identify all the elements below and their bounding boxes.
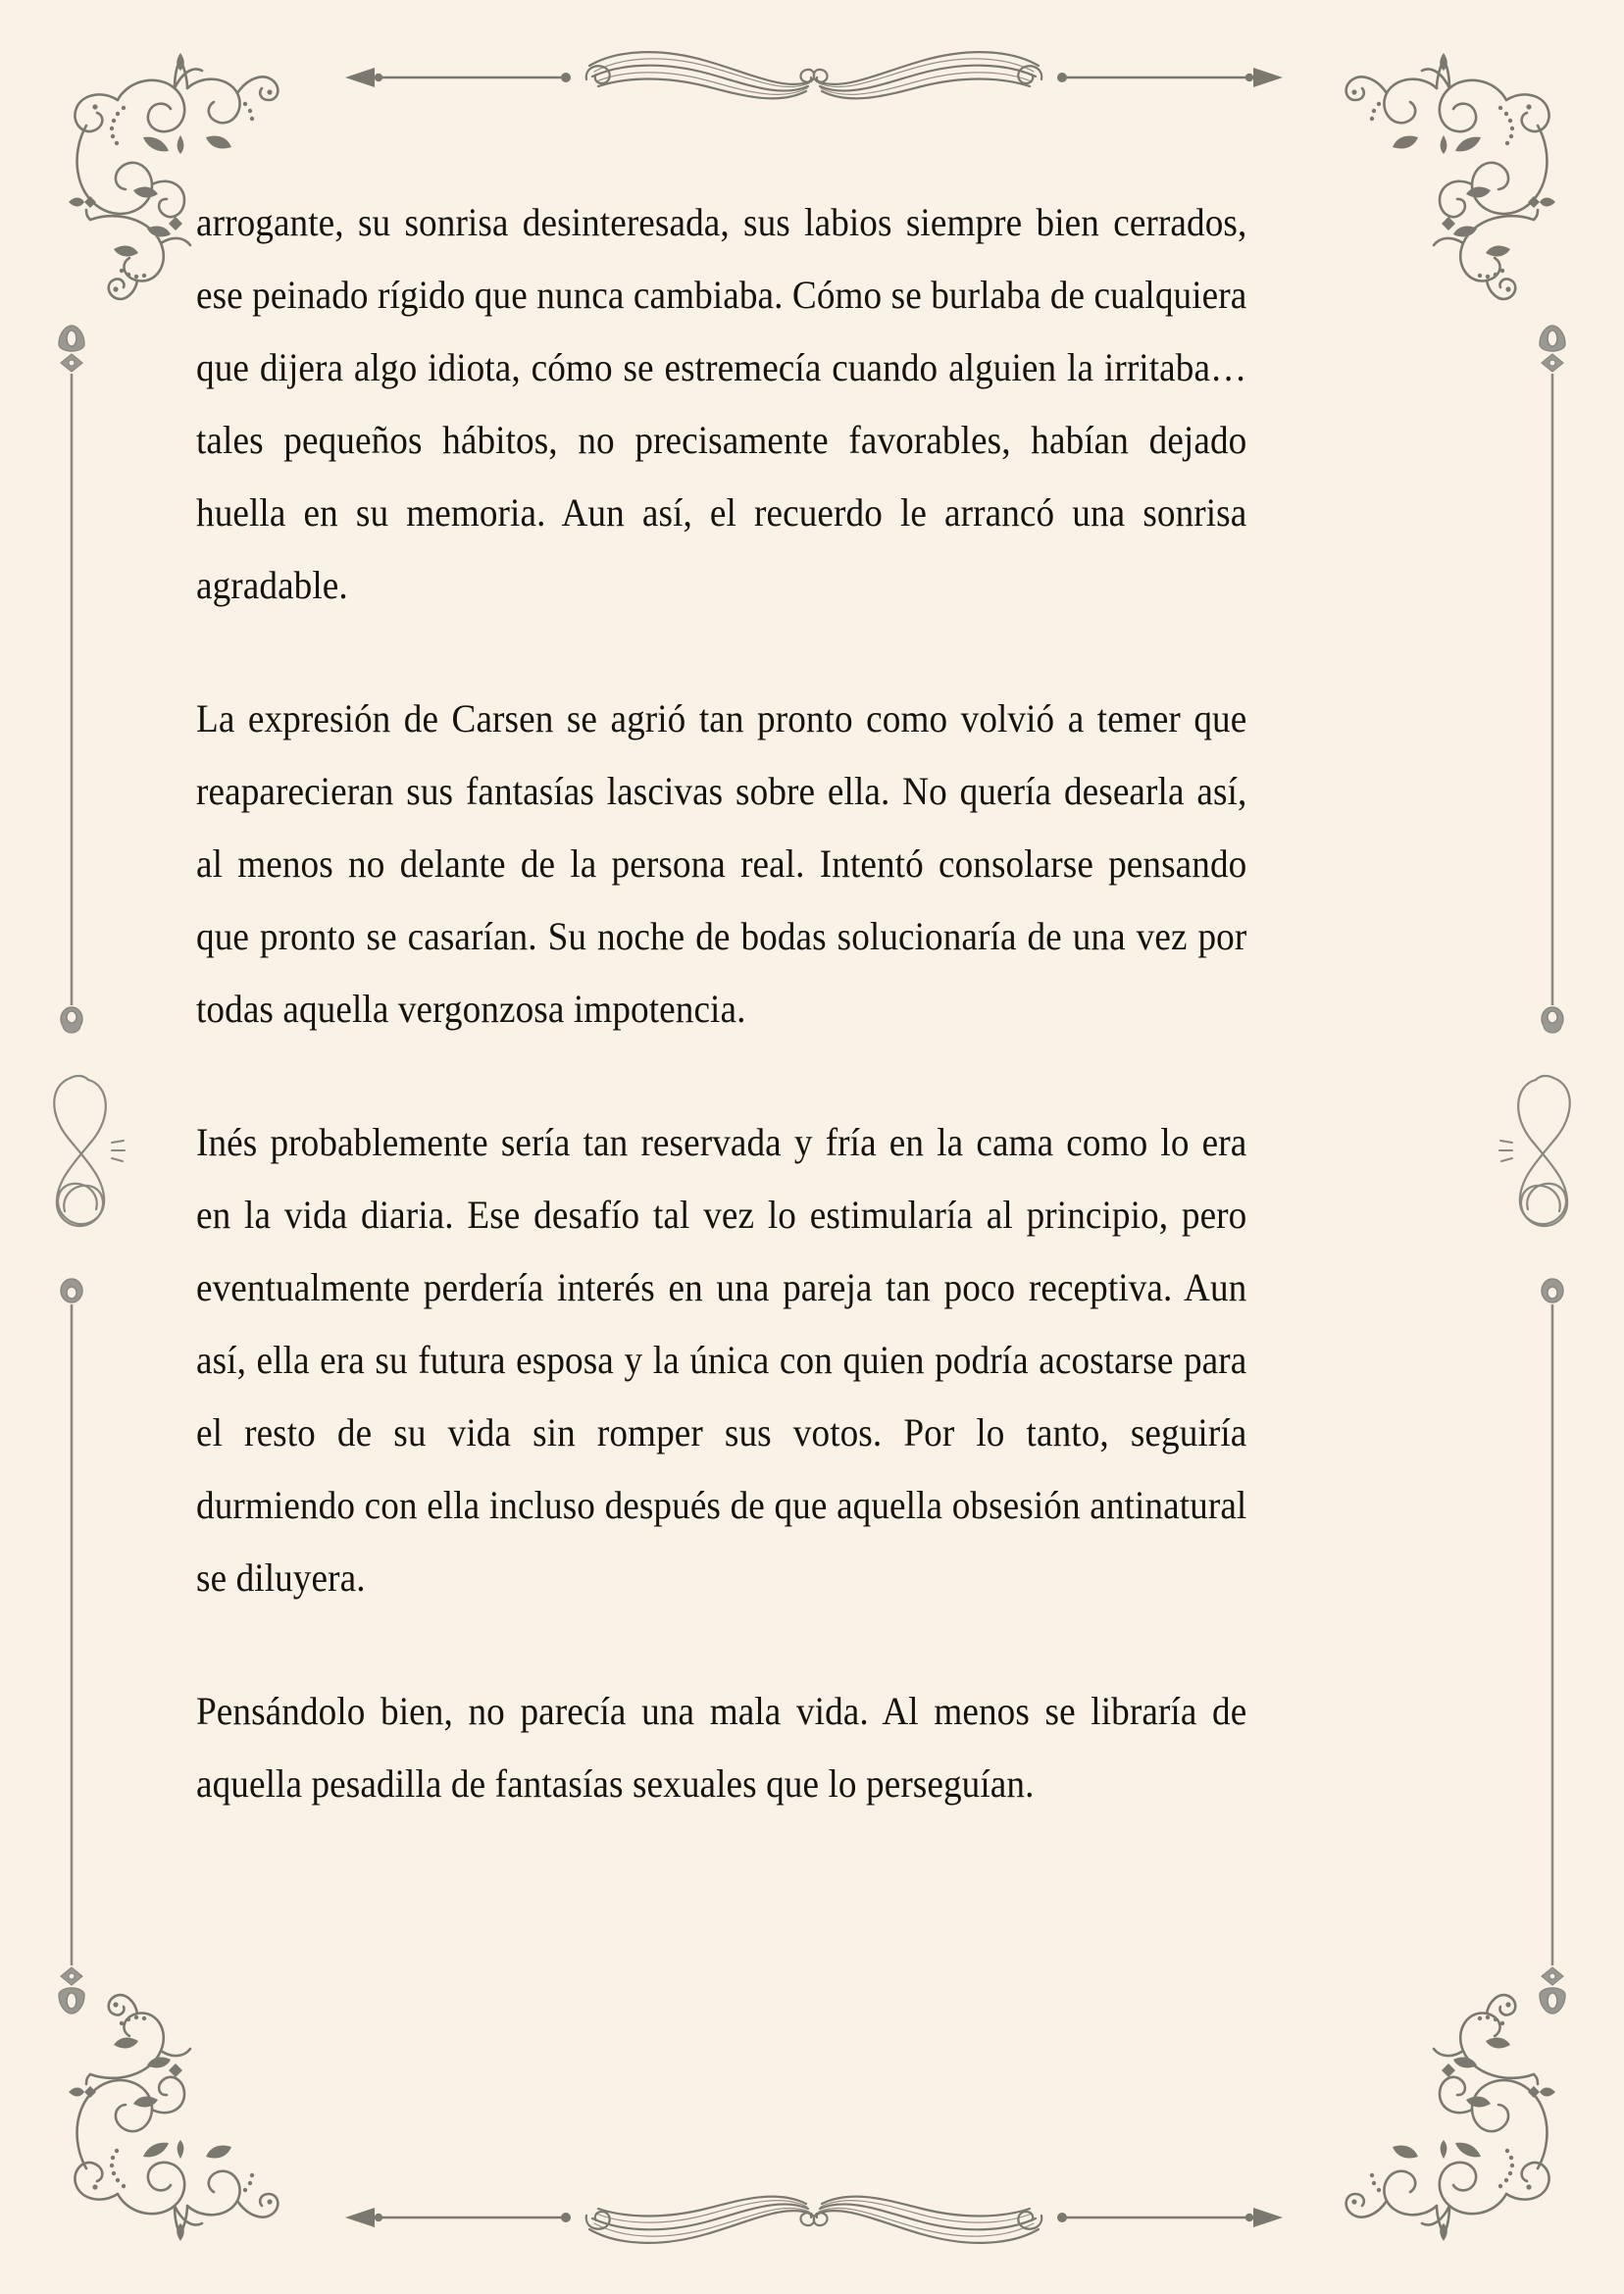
paragraph-2: La expresión de Carsen se agrió tan pronto como volvió a temer que reaparecieran sus fantasías lascivas sobre ella. No quería desearla así, al menos no delante de la persona real. Intentó consolarse pensando que pronto se casarían. Su noche de bodas solucionaría de una vez por todas aquella vergonzosa impotencia. xyxy=(196,696,1247,1031)
knot-ornament-left xyxy=(27,1064,135,1241)
bottom-divider-ornament xyxy=(324,2189,1304,2258)
corner-ornament-bottom-right xyxy=(1312,1982,1597,2267)
corner-ornament-bottom-left xyxy=(27,1982,312,2267)
side-rail-left-upper xyxy=(37,319,106,1064)
page-body-text xyxy=(196,186,1247,1820)
side-rail-right-upper xyxy=(1518,319,1587,1064)
top-divider-ornament xyxy=(324,37,1304,106)
paragraph-3: Inés probablemente sería tan reservada y fría en la cama como lo era en la vida diaria. Ese desafío tal vez lo estimularía al principio, pero eventualmente perdería interés en una pareja tan poco receptiva. Aun así, ella era su futura esposa y la única con quien podría acostarse para el resto de su vida sin romper sus votos. Por lo tanto, seguiría durmiendo con ella incluso después de que aquella obsesión antinatural se diluyera. xyxy=(196,1120,1247,1600)
paragraph-1: arrogante, su sonrisa desinteresada, sus labios siempre bien cerrados, ese peinado rígido que nunca cambiaba. Cómo se burlaba de cualquiera que dijera algo idiota, cómo se estremecía cuando alguien la irritaba… tales pequeños hábitos, no precisamente favorables, habían dejado huella en su memoria. Aun así, el recuerdo le arrancó una sonrisa agradable. xyxy=(196,200,1247,607)
paragraph-4: Pensándolo bien, no parecía una mala vida. Al menos se libraría de aquella pesadilla de fantasías sexuales que lo perseguían. xyxy=(196,1689,1247,1806)
corner-ornament-top-right xyxy=(1312,27,1597,312)
knot-ornament-right xyxy=(1489,1064,1597,1241)
side-rail-left-lower xyxy=(37,1246,106,2020)
side-rail-right-lower xyxy=(1518,1246,1587,2020)
